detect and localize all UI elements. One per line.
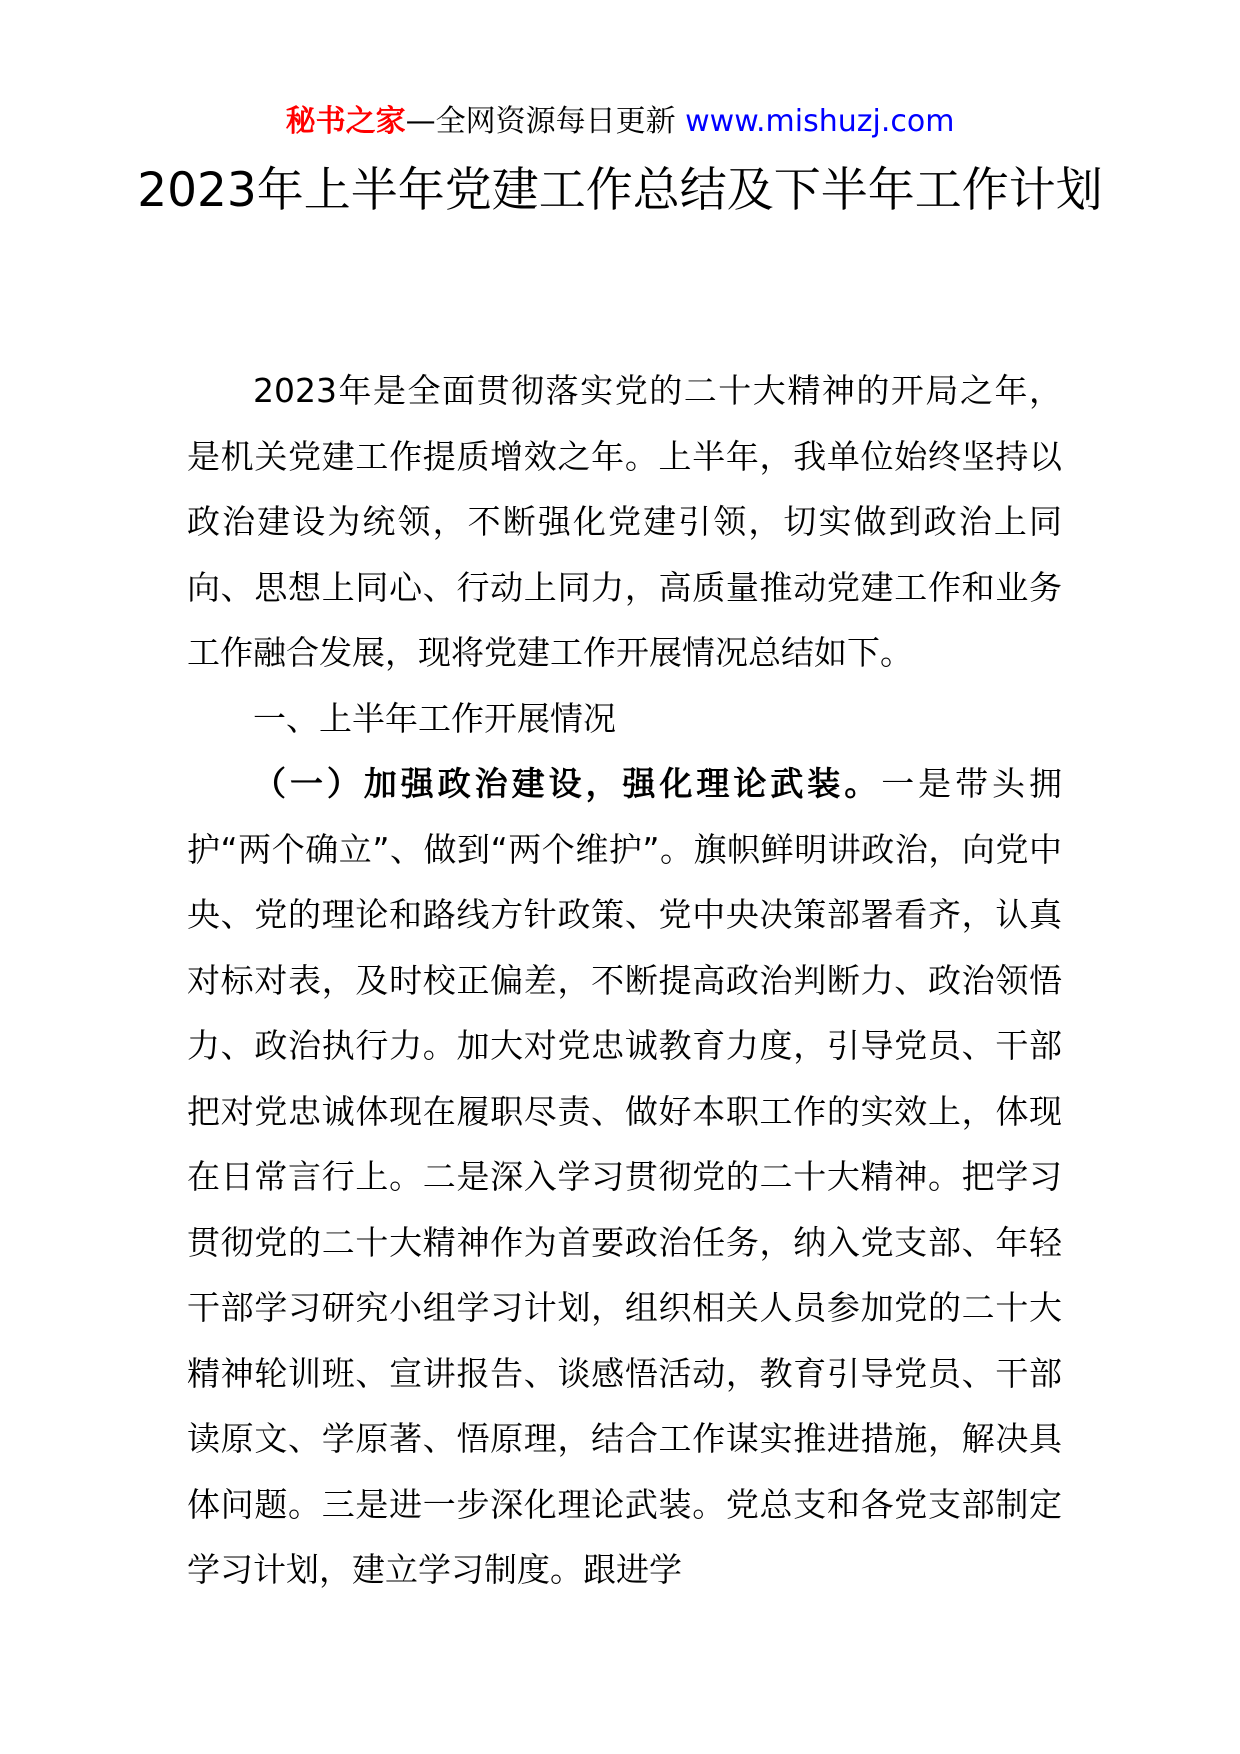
site-watermark-header	[0, 102, 1240, 142]
watermark-url[interactable]: www.mishuzj.com	[685, 104, 955, 139]
document-title: 2023年上半年党建工作总结及下半年工作计划	[137, 163, 1103, 218]
section-heading: 一、上半年工作开展情况	[253, 698, 616, 738]
watermark-slogan: —全网资源每日更新	[405, 104, 676, 139]
paragraph-intro: 2023年是全面贯彻落实党的二十大精神的开局之年，是机关党建工作提质增效之年。上半年，我单位始终坚持以政治建设为统领，不断强化党建引领，切实做到政治上同向、思想上同心、行动上同力，高质量推动党建工作和业务工作融合发展，现将党建工作开展情况总结如下。	[187, 371, 1062, 672]
subsection-heading: （一）加强政治建设，强化理论武装。	[253, 764, 882, 803]
paragraph-political-building	[187, 751, 1062, 1603]
document-body	[187, 358, 1062, 1603]
watermark-brand: 秘书之家	[285, 104, 406, 139]
paragraph-body-text: 一是带头拥护“两个确立”、做到“两个维护”。旗帜鲜明讲政治，向党中央、党的理论和路线方针政策、党中央决策部署看齐，认真对标对表，及时校正偏差，不断提高政治判断力、政治领悟力、政治执行力。加大对党忠诚教育力度，引导党员、干部把对党忠诚体现在履职尽责、做好本职工作的实效上，体现在日常言行上。二是深入学习贯彻党的二十大精神。把学习贯彻党的二十大精神作为首要政治任务，纳入党支部、年轻干部学习研究小组学习计划，组织相关人员参加党的二十大精神轮训班、宣讲报告、谈感悟活动，教育引导党员、干部读原文、学原著、悟原理，结合工作谋实推进措施，解决具体问题。三是进一步深化理论武装。党总支和各党支部制定学习计划，建立学习制度。跟进学	[187, 764, 1063, 1589]
